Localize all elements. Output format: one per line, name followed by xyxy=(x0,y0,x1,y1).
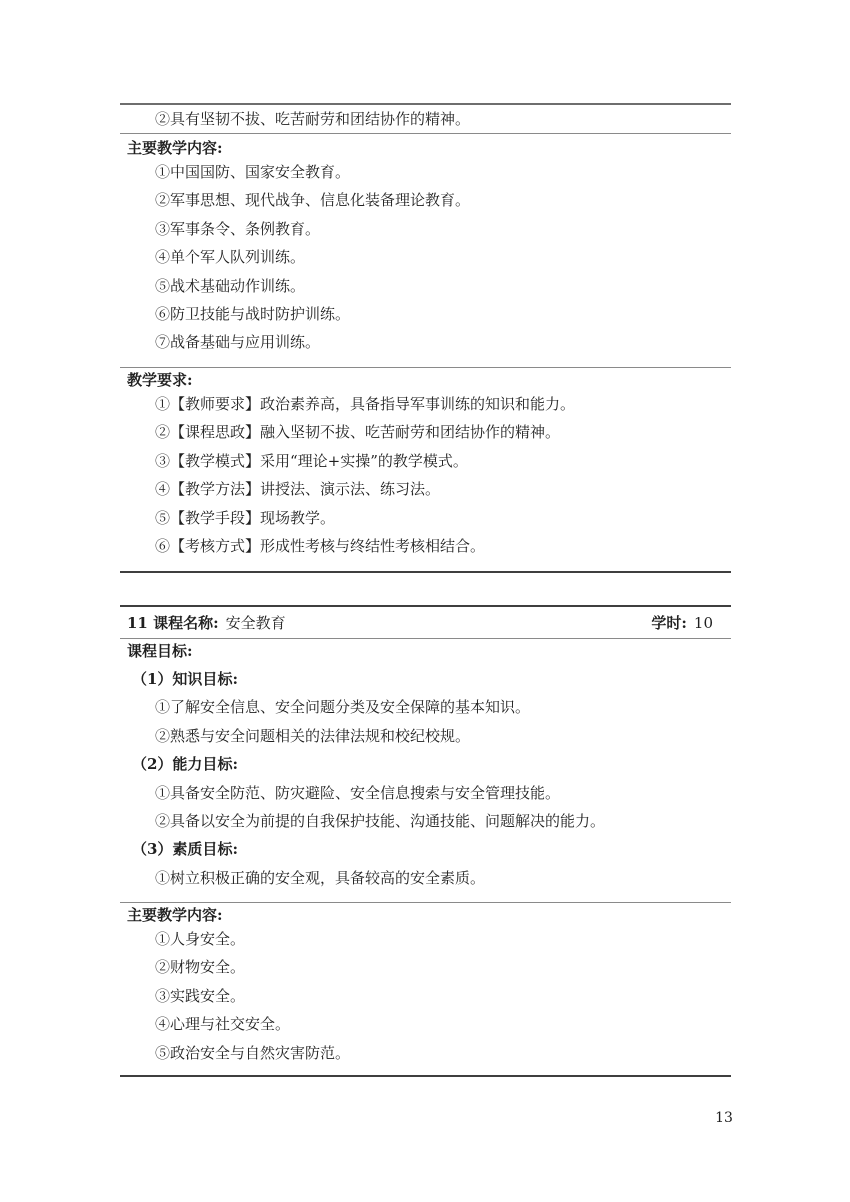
list-item: ⑤【教学手段】现场教学。 xyxy=(155,508,336,527)
carryover-row xyxy=(120,103,731,133)
section-header: 课程目标: xyxy=(127,642,193,660)
safety-education-table xyxy=(120,605,731,1077)
list-item: ⑥【考核方式】形成性考核与终结性考核相结合。 xyxy=(155,537,486,556)
section-header: 主要教学内容: xyxy=(127,139,223,157)
military-training-table xyxy=(120,103,731,573)
list-item: ②熟悉与安全问题相关的法律法规和校纪校规。 xyxy=(155,726,471,745)
list-item: ④心理与社交安全。 xyxy=(155,1015,291,1034)
list-item: ②军事思想、现代战争、信息化装备理论教育。 xyxy=(155,191,471,210)
list-item: ①了解安全信息、安全问题分类及安全保障的基本知识。 xyxy=(155,698,531,717)
course-hours-label: 学时: xyxy=(651,614,687,632)
list-item: ②财物安全。 xyxy=(155,958,246,977)
objective-group-label: （2）能力目标: xyxy=(132,755,238,774)
course-hours-cell xyxy=(651,612,713,633)
list-item: ②具有坚韧不拔、吃苦耐劳和团结协作的精神。 xyxy=(155,110,471,128)
course-name-label: 11 课程名称: xyxy=(127,614,219,632)
list-item: ①中国国防、国家安全教育。 xyxy=(155,163,351,181)
teaching-requirements-section xyxy=(120,367,731,573)
list-item: ③军事条令、条例教育。 xyxy=(155,219,321,238)
teaching-content-section xyxy=(120,902,731,1077)
section-header: 主要教学内容: xyxy=(127,906,223,924)
list-item: ①树立积极正确的安全观，具备较高的安全素质。 xyxy=(155,868,486,887)
list-item: ①【教师要求】政治素养高，具备指导军事训练的知识和能力。 xyxy=(155,395,576,413)
objective-group-label: （1）知识目标: xyxy=(132,670,238,688)
list-item: ③【教学模式】采用“理论+实操”的教学模式。 xyxy=(155,451,468,470)
list-item: ①人身安全。 xyxy=(155,930,246,948)
list-item: ⑤政治安全与自然灾害防范。 xyxy=(155,1043,351,1062)
course-hours-value: 10 xyxy=(693,614,713,632)
list-item: ⑥防卫技能与战时防护训练。 xyxy=(155,305,351,324)
course-objectives-section xyxy=(120,638,731,902)
course-title-row xyxy=(120,605,731,638)
list-item: ②【课程思政】融入坚韧不拔、吃苦耐劳和团结协作的精神。 xyxy=(155,423,561,442)
page-number: 13 xyxy=(715,1110,733,1126)
list-item: ⑤战术基础动作训练。 xyxy=(155,276,306,295)
section-header: 教学要求: xyxy=(127,371,193,389)
course-name-value: 安全教育 xyxy=(225,614,286,632)
objective-group-label: （3）素质目标: xyxy=(132,840,238,859)
list-item: ④【教学方法】讲授法、演示法、练习法。 xyxy=(155,480,441,499)
list-item: ①具备安全防范、防灾避险、安全信息搜索与安全管理技能。 xyxy=(155,783,561,802)
teaching-content-section xyxy=(120,133,731,367)
course-name-cell xyxy=(127,612,286,633)
list-item: ④单个军人队列训练。 xyxy=(155,248,306,267)
list-item: ⑦战备基础与应用训练。 xyxy=(155,333,321,352)
list-item: ②具备以安全为前提的自我保护技能、沟通技能、问题解决的能力。 xyxy=(155,812,606,831)
list-item: ③实践安全。 xyxy=(155,986,246,1005)
